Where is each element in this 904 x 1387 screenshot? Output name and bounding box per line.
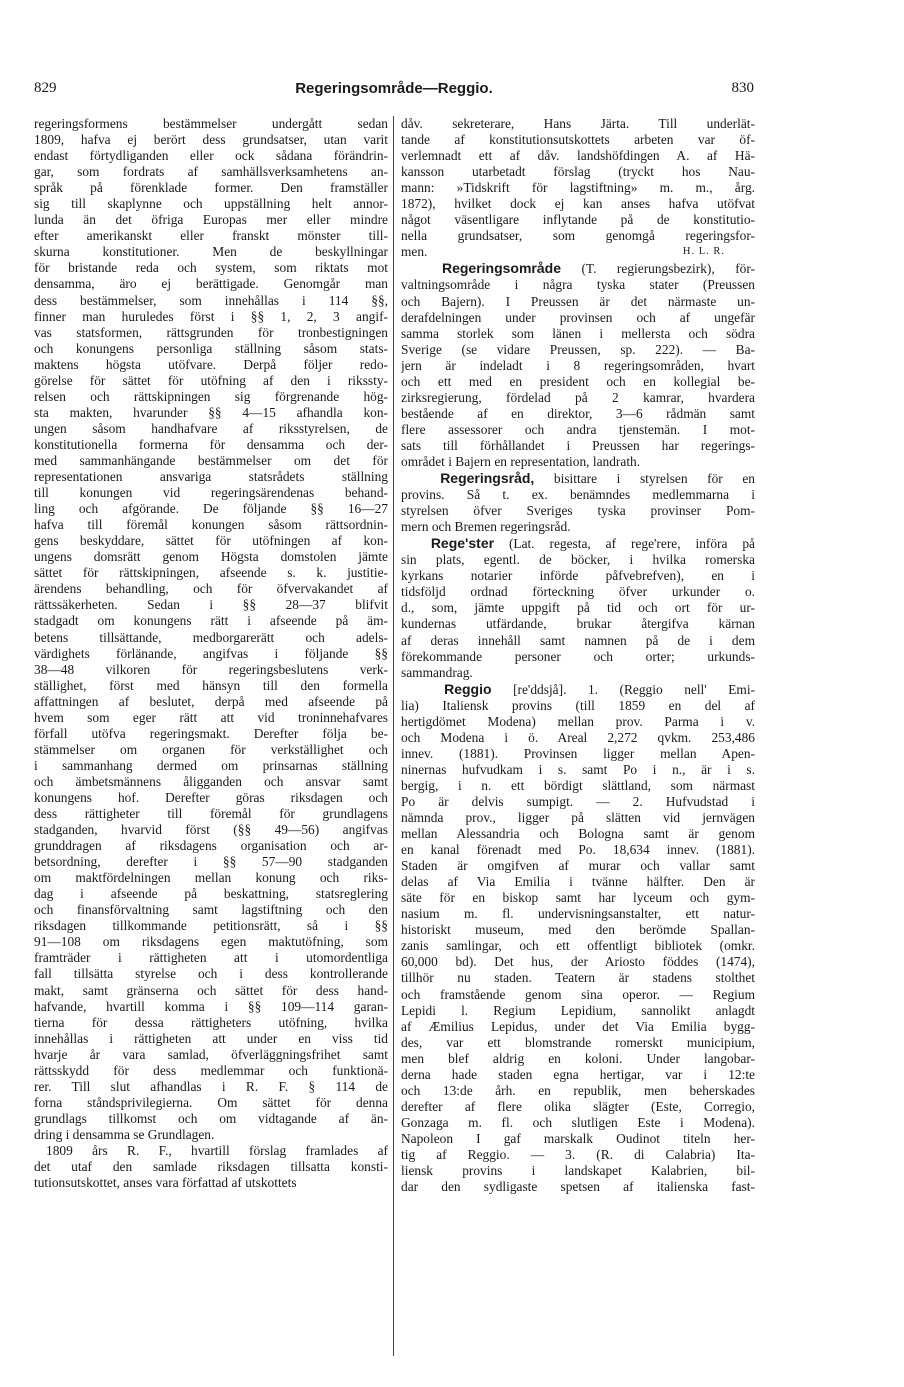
author-initials: H. L. R. xyxy=(682,246,725,258)
text-line: Sverige (se vidare Preussen, sp. 222). — Ba- xyxy=(401,341,755,357)
text-line: riksdagen tillkommande petitionsrätt, så i §§ xyxy=(34,918,388,934)
entry-regeringsrad xyxy=(401,470,755,535)
text-line: säte för en biskop samt har lyceum och gym- xyxy=(401,890,755,906)
text-line: kundernas utfärdande, brukar återgifva kärnan xyxy=(401,616,755,632)
text-line: fall tillsätta styrelse och i dess kontrollerande xyxy=(34,966,388,982)
text-line: 1809, hafva ej berört dess grundsatser, utan varit xyxy=(34,132,388,148)
text-line: förfall utöfva regeringsmakt. Derefter följa be- xyxy=(34,725,388,741)
text-line: tande af konstitutionsutskottets arbeten var öf- xyxy=(401,132,755,148)
text-line: liensk provins i landskapet Kalabrien, bil- xyxy=(401,1163,755,1179)
text-line: hvarje år vara samlad, öfverläggningsfrihet samt xyxy=(34,1046,388,1062)
text-line: sin plats, egentl. de böcker, i hvilka romerska xyxy=(401,552,755,568)
text-line: kansson utarbetadt förslag (tryckt hos Nau- xyxy=(401,164,755,180)
entry-first-line: Rege'ster (Lat. regesta, af rege'rere, införa på xyxy=(430,535,755,552)
text-line: tutionsutskottet, anses vara författad af utskottets xyxy=(34,1175,297,1191)
text-line: nämnda prov., ligger på slätten vid jernvägen xyxy=(401,810,755,826)
text-line: ungens domsrätt genom Högsta domstolen jämte xyxy=(34,549,388,565)
text-line: språk på förenklade former. Den framställer xyxy=(34,180,388,196)
text-line: forna ståndsprivilegierna. Om sättet för denna xyxy=(34,1094,388,1110)
text-line: sammandrag. xyxy=(401,664,473,680)
text-line: lia) Italiensk provins (till 1859 en del af xyxy=(401,697,755,713)
headword: Rege'ster xyxy=(430,535,495,552)
text-line: ninernas hufvudkam i s. samt Po i n., är i s. xyxy=(401,761,755,777)
text-line: men blef aldrig en koloni. Under langobar- xyxy=(401,1050,755,1066)
text-line: konstitutionella formerna för densamma och der- xyxy=(34,436,388,452)
text-line: kyrkans notarier införde påfvebrefven), en i xyxy=(401,568,755,584)
text-line: 1872), hvilket dock ej kan anses hafva utöfvat xyxy=(401,196,755,212)
entry-body xyxy=(401,277,755,470)
text-line: representationen ansvariga statsrådets ställning xyxy=(34,469,388,485)
text-line: endast förtydliganden eller ock sådana förändrin- xyxy=(34,148,388,164)
text-line: rättssäkerheten. Sedan i §§ 28—37 blifvit xyxy=(34,597,388,613)
text-line: stadganden, hvarvid först (§§ 49—56) angifvas xyxy=(34,822,388,838)
page-number-right: 830 xyxy=(731,80,754,96)
text-line: dring i densamma se Grundlagen. xyxy=(34,1126,215,1142)
entry-body xyxy=(401,552,755,680)
text-line: zanis samlingar, och ett offentligt bibliotek (omkr. xyxy=(401,938,755,954)
text-line: tidsföljd ordnad förteckning öfver urkunder o. xyxy=(401,584,755,600)
text-line: och finansförvaltning samt lagstiftning och den xyxy=(34,902,388,918)
text-line: samma storlek som länen i mellersta och södra xyxy=(401,325,755,341)
text-line: zirksregierung, fördelad på 2 kamrar, hvardera xyxy=(401,389,755,405)
right-column xyxy=(401,116,755,1195)
text-line: om maktfördelningen mellan konung och riks- xyxy=(34,870,388,886)
text-line: framträder i rättigheten att i utomordentliga xyxy=(34,950,388,966)
text-line: betsordning, derefter i §§ 57—90 stadganden xyxy=(34,854,388,870)
text-line: relsen och rättskipningen sig förgrenande hög- xyxy=(34,388,388,404)
text-line: rättsskydd för dess medlemmar och funktionä- xyxy=(34,1062,388,1078)
text-line: 60,000 bd). Det hus, der Ariosto föddes (1474), xyxy=(401,954,755,970)
text-line: Gonzaga m. fl. och slutligen Este i Modena). xyxy=(401,1114,755,1130)
text-line: delas af Via Emilia i tvänne hälfter. Den är xyxy=(401,874,755,890)
text-line: med sammanhängande bestämmelser om det för xyxy=(34,452,388,468)
entry-reggio xyxy=(401,681,755,1196)
text-line: dess bestämmelser, som innehållas i 114 §§, xyxy=(34,292,388,308)
text-line: nasium m. fl. undervisningsanstalter, ett natur- xyxy=(401,906,755,922)
text-line: och Bajern). I Preussen är det närmaste un- xyxy=(401,293,755,309)
text-line: tierna för dessa rättigheters utöfning, hvilka xyxy=(34,1014,388,1030)
text-line: provins. Så t. ex. benämndes medlemmarna i xyxy=(401,487,755,503)
text-line: dess rättigheter till föremål för grundlagens xyxy=(34,806,388,822)
headword: Regeringsråd, xyxy=(440,470,535,487)
text-line: betens tillsättande, medborgarerätt och adels- xyxy=(34,629,388,645)
text-line: hertigdömet Modena) mellan prov. Parma i v. xyxy=(401,713,755,729)
text-line: gar, som fordrats af samhällsverksamhetens an- xyxy=(34,164,388,180)
text-line: derafdelningen under provinsen och af ungefär xyxy=(401,309,755,325)
text-line: sig till skaplynne och uppställning helt annor- xyxy=(34,196,388,212)
text-line: ling och afgörande. De följande §§ 16—27 xyxy=(34,501,388,517)
text-line: tillhör nu staden. Teatern är stadens stolthet xyxy=(401,970,755,986)
text-line: bestående af en direktor, 3—6 rådmän samt xyxy=(401,405,755,421)
text-line: jern är indeladt i 8 regeringsområden, hvart xyxy=(401,357,755,373)
headword: Regeringsområde xyxy=(441,260,561,277)
text-line: hafva till föremål konungen såsom rättsordnin- xyxy=(34,517,388,533)
text-line: af Æmilius Lepidus, under det Via Emilia bygg- xyxy=(401,1018,755,1034)
text-line: i sammanhang dermed om prinsarnas ställning xyxy=(34,757,388,773)
text-line: bergig, i n. ett bördigt slättland, som närmast xyxy=(401,777,755,793)
text-line: dag i afseende på beskattning, statsreglering xyxy=(34,886,388,902)
text-line: vas statsformen, rättsgrunden för tronbestigningen xyxy=(34,324,388,340)
text-line: hvem som eger rätt att vid troninnehafvares xyxy=(34,709,388,725)
text-line: för bristande reda och system, som riktats mot xyxy=(34,260,388,276)
text-line: 91—108 om riksdagens egen maktutöfning, som xyxy=(34,934,388,950)
text-line: och framstående genom sina operor. — Regium xyxy=(401,986,755,1002)
entry-regester xyxy=(401,535,755,680)
text-line: maktens högsta utöfvare. Derpå följer redo- xyxy=(34,356,388,372)
text-line: des, var ett blomstrande romerskt municipium, xyxy=(401,1034,755,1050)
text-line: hafvande, hvartill komma i §§ 109—114 garan- xyxy=(34,998,388,1014)
entry-regeringsomrade xyxy=(401,260,755,470)
text-line: dåv. sekreterare, Hans Järta. Till underlät- xyxy=(401,116,755,131)
text-line: något väsentligare inflytande på de konstitutio- xyxy=(401,212,755,228)
text-line: innev. (1881). Provinsen ligger mellan Apen- xyxy=(401,745,755,761)
text-line: Lepidi l. Regium Lepidium, sannolikt anlagdt xyxy=(401,1002,755,1018)
text-line: området i Bajern en representation, landrath. xyxy=(401,453,641,469)
text-line: det utaf den samlade riksdagen tillsatta konsti- xyxy=(34,1159,388,1175)
entry-body xyxy=(401,487,755,535)
text-line: rer. Till slut afhandlas i R. F. § 114 de xyxy=(34,1078,388,1094)
text-line: sättet för rättskipningen, afseende s. k. justitie- xyxy=(34,565,388,581)
text-line: derna hade staden egna hertigar, var i 12:te xyxy=(401,1066,755,1082)
text-line: innehållas i rättigheten att under en viss tid xyxy=(34,1030,388,1046)
page-number-left: 829 xyxy=(34,80,57,96)
entry-first-line: Reggio [re'ddsjå]. 1. (Reggio nell' Emi- xyxy=(444,680,755,697)
text-line: mern och Bremen regeringsråd. xyxy=(401,519,571,535)
text-line: verlemnadt ett af dåv. landshöfdingen A. af Hä- xyxy=(401,148,755,164)
text-line: och ämbetsmännens åligganden och ansvar samt xyxy=(34,773,388,789)
text-line: Staden är omgifven af murar och vallar samt xyxy=(401,858,755,874)
text-line: affattningen af beslutet, derpå med afseende på xyxy=(34,693,388,709)
text-line: 1809 års R. F., hvartill förslag framlades af xyxy=(46,1143,388,1158)
text-line: tig af Reggio. — 3. (R. di Calabria) Ita- xyxy=(401,1147,755,1162)
text-line: ställighet, först med hänsyn till den formella xyxy=(34,677,388,693)
text-line: valtningsområde i några tyska stater (Preussen xyxy=(401,277,755,293)
column-divider xyxy=(393,116,394,1356)
headword: Reggio xyxy=(444,680,492,697)
text-line: stämmelser om organen för verkställighet och xyxy=(34,741,388,757)
text-line: Napoleon I gaf marskalk Oudinot titeln her- xyxy=(401,1130,755,1146)
text-line: och ett med en president och en kollegial be- xyxy=(401,373,755,389)
text-line: historiskt museum, med den berömde Spallan- xyxy=(401,922,755,938)
text-line: ungen såsom handhafvare af riksstyrelsen, de xyxy=(34,420,388,436)
continued-text xyxy=(401,116,755,244)
text-line: af deras innehåll samt namnen på de i dem xyxy=(401,632,755,648)
text-line: mellan Alessandria och Bologna samt är genom xyxy=(401,826,755,842)
text-line: d., som, jämte uppgift på tid och ort för ur- xyxy=(401,600,755,616)
text-line: efter amerikanskt eller franskt mönster till- xyxy=(34,228,388,244)
text-line: görelse för sättet för utöfning af den i rikssty- xyxy=(34,372,388,388)
entry-first-line: Regeringsområde (T. regierungsbezirk), för- xyxy=(441,260,755,277)
entry-first-line: Regeringsråd, bisittare i styrelsen för en xyxy=(440,470,755,487)
text-line: konungens hof. Derefter göras riksdagen och xyxy=(34,789,388,805)
text-line: densamma, äro ej berättigade. Genomgår man xyxy=(34,276,388,292)
text-line: förekommande personer och orter; urkunds- xyxy=(401,648,755,664)
text-line: lunda än det öfriga Europas mer eller mindre xyxy=(34,212,388,228)
text-line: derefter af flere olika slägter (Este, Corregio, xyxy=(401,1098,755,1114)
text-line: värdighets förlänande, angifvas i följande §§ xyxy=(34,645,388,661)
running-title: Regeringsområde—Reggio. xyxy=(295,80,493,97)
page-header xyxy=(34,80,754,102)
text-line: styrelsen öfver Sveriges tyska provinser Pom- xyxy=(401,503,755,519)
text-line: ärendens behandling, och för öfvervakandet af xyxy=(34,581,388,597)
text-line: regeringsformens bestämmelser undergått sedan xyxy=(34,116,388,131)
text-line: makt, samt gränserna och sättet för dess hand- xyxy=(34,982,388,998)
left-column xyxy=(34,116,388,1191)
entry-body xyxy=(401,698,755,1195)
text-line: stadgadt om konungens rätt i afseende på äm- xyxy=(34,613,388,629)
text-line: flere assessorer och andra tjenstemän. I mot- xyxy=(401,421,755,437)
text-line: mann: »Tidskrift för lagstiftning» m. m., årg. xyxy=(401,180,755,196)
text-line: och Modena i ö. Areal 2,272 qvkm. 253,486 xyxy=(401,729,755,745)
text-line: en kanal förenadt med Po. 18,634 innev. (1881). xyxy=(401,842,755,858)
text-line: 38—48 vilkoren för regeringsbeslutens verk- xyxy=(34,661,388,677)
text-line: och konungens personliga ställning såsom stats- xyxy=(34,340,388,356)
signature-line: men. H. L. R. xyxy=(401,244,725,260)
text-line: och 13:de årh. en republik, men beherskades xyxy=(401,1082,755,1098)
text-line: grundlags tillkomst och om vidtagande af än- xyxy=(34,1110,388,1126)
text-line: dar den sydligaste spetsen af italienska fast- xyxy=(401,1179,755,1195)
text-line: Po är delvis sumpigt. — 2. Hufvudstad i xyxy=(401,793,755,809)
text-line: grunddragen af riksdagens organisation och ar- xyxy=(34,838,388,854)
text-line: nella grundsatser, som genomgå regeringsfor- xyxy=(401,228,755,244)
text-line: till konungen vid regeringsärendenas behand- xyxy=(34,485,388,501)
text-line: finner man huruledes först i §§ 1, 2, 3 angif- xyxy=(34,308,388,324)
text-line: gens beskyddare, sättet för utöfningen af kon- xyxy=(34,533,388,549)
text-line: sats till förhållandet i Preussen har regerings- xyxy=(401,437,755,453)
text-line: sta makten, hvarunder §§ 4—15 afhandla kon- xyxy=(34,404,388,420)
text-line: skurna konstitutioner. Men de beskyllningar xyxy=(34,244,388,260)
